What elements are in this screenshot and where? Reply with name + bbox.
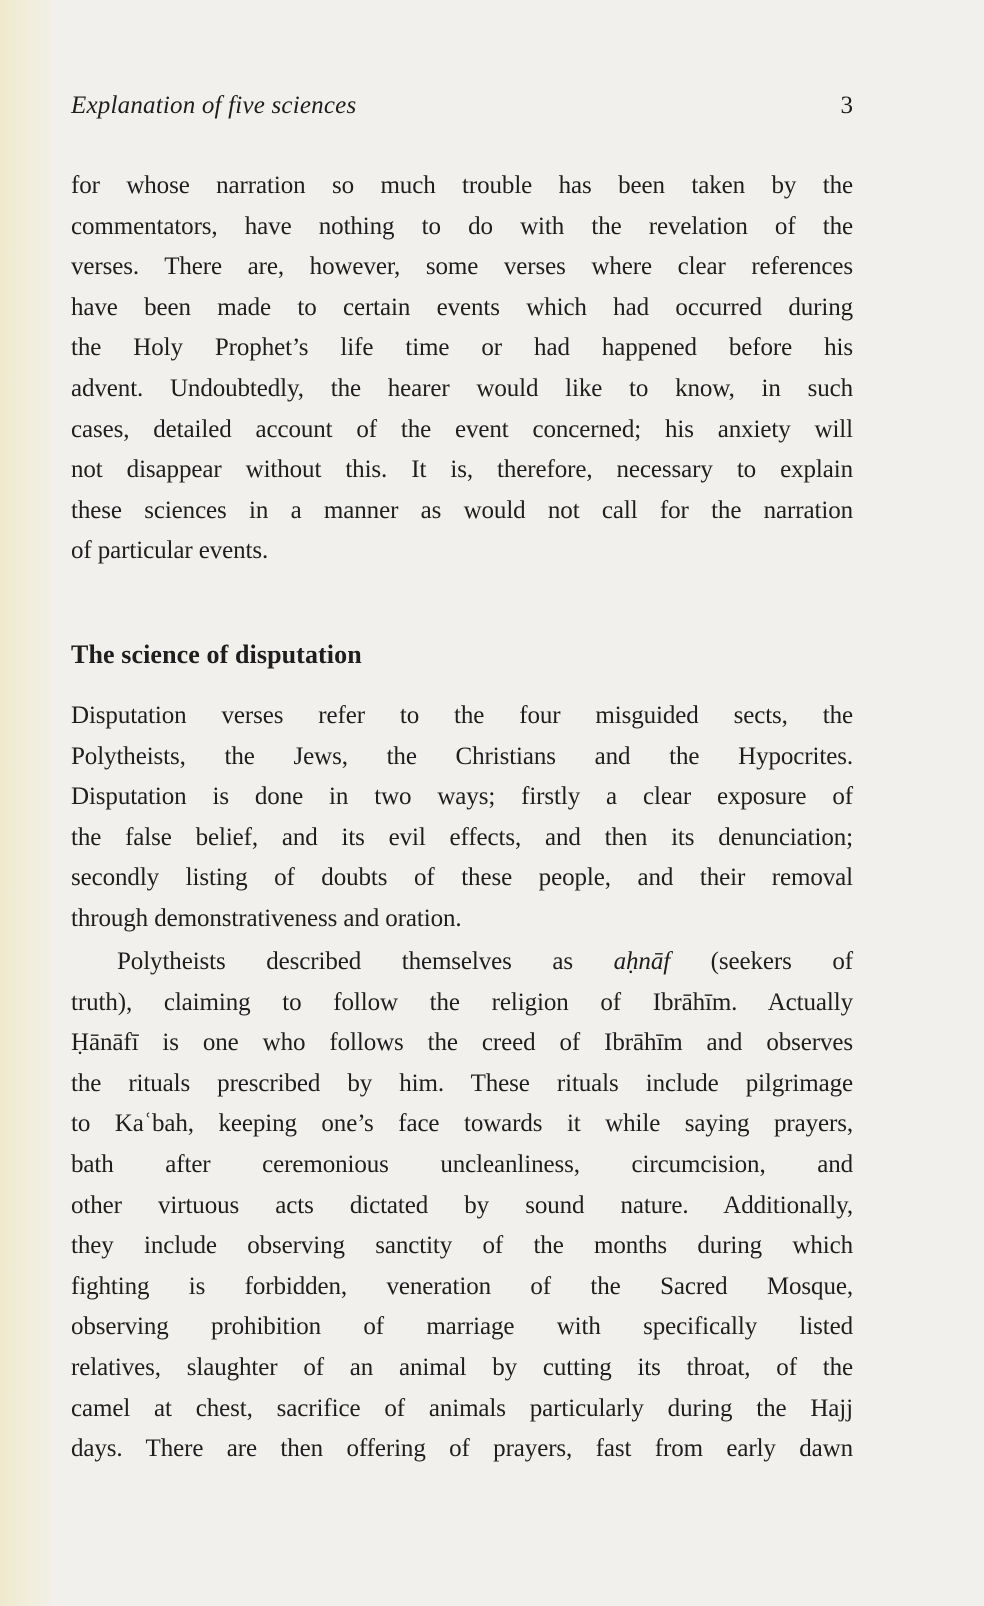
text-line: Ḥānāfī is one who follows the creed of Ibrāhīm and observes <box>71 1029 853 1057</box>
text-line <box>71 942 853 983</box>
text-line: not disappear without this. It is, therefore, necessary to explain <box>71 456 853 484</box>
text-line: fighting is forbidden, veneration of the Sacred Mosque, <box>71 1272 853 1300</box>
text-line: days. There are then offering of prayers, fast from early dawn <box>71 1435 853 1463</box>
running-header-title: Explanation of five sciences <box>71 92 357 119</box>
text-segment: (seekers of <box>670 948 853 975</box>
text-line: other virtuous acts dictated by sound nature. Additionally, <box>71 1191 853 1219</box>
text-line: advent. Undoubtedly, the hearer would like to know, in such <box>71 374 853 402</box>
italic-term: aḥnāf <box>613 948 671 975</box>
text-line: the rituals prescribed by him. These rituals include pilgrimage <box>71 1069 853 1097</box>
text-line: commentators, have nothing to do with the revelation of the <box>71 212 853 240</box>
text-line: of particular events. <box>71 537 269 565</box>
text-line: cases, detailed account of the event concerned; his anxiety will <box>71 415 853 443</box>
text-line: Disputation is done in two ways; firstly a clear exposure of <box>71 783 853 811</box>
text-line: verses. There are, however, some verses where clear references <box>71 253 853 281</box>
page-number: 3 <box>840 92 853 119</box>
running-header <box>71 92 853 120</box>
text-line: relatives, slaughter of an animal by cutting its throat, of the <box>71 1353 853 1381</box>
text-line: observing prohibition of marriage with specifically listed <box>71 1313 853 1341</box>
text-line: for whose narration so much trouble has been taken by the <box>71 172 853 199</box>
paragraph-1 <box>71 166 853 572</box>
text-segment: Polytheists described themselves as <box>117 948 614 975</box>
text-line: truth), claiming to follow the religion of Ibrāhīm. Actually <box>71 988 853 1016</box>
text-line: to Kaʿbah, keeping one’s face towards it while saying prayers, <box>71 1110 853 1138</box>
text-line: Disputation verses refer to the four misguided sects, the <box>71 702 853 729</box>
text-line: the false belief, and its evil effects, and then its denunciation; <box>71 823 853 851</box>
text-line: secondly listing of doubts of these people, and their removal <box>71 864 853 892</box>
text-line: they include observing sanctity of the months during which <box>71 1232 853 1260</box>
text-line: bath after ceremonious uncleanliness, circumcision, and <box>71 1150 853 1178</box>
text-line: camel at chest, sacrifice of animals particularly during the Hajj <box>71 1394 853 1422</box>
text-line: through demonstrativeness and oration. <box>71 904 462 932</box>
text-line: these sciences in a manner as would not call for the narration <box>71 496 853 524</box>
paragraph-3 <box>71 942 853 1470</box>
page-left-edge-shadow <box>0 0 58 1606</box>
text-line: have been made to certain events which had occurred during <box>71 293 853 321</box>
text-line: Polytheists, the Jews, the Christians and the Hypocrites. <box>71 742 853 770</box>
paragraph-2 <box>71 696 853 940</box>
text-line: the Holy Prophet’s life time or had happened before his <box>71 334 853 362</box>
section-heading: The science of disputation <box>71 640 362 669</box>
